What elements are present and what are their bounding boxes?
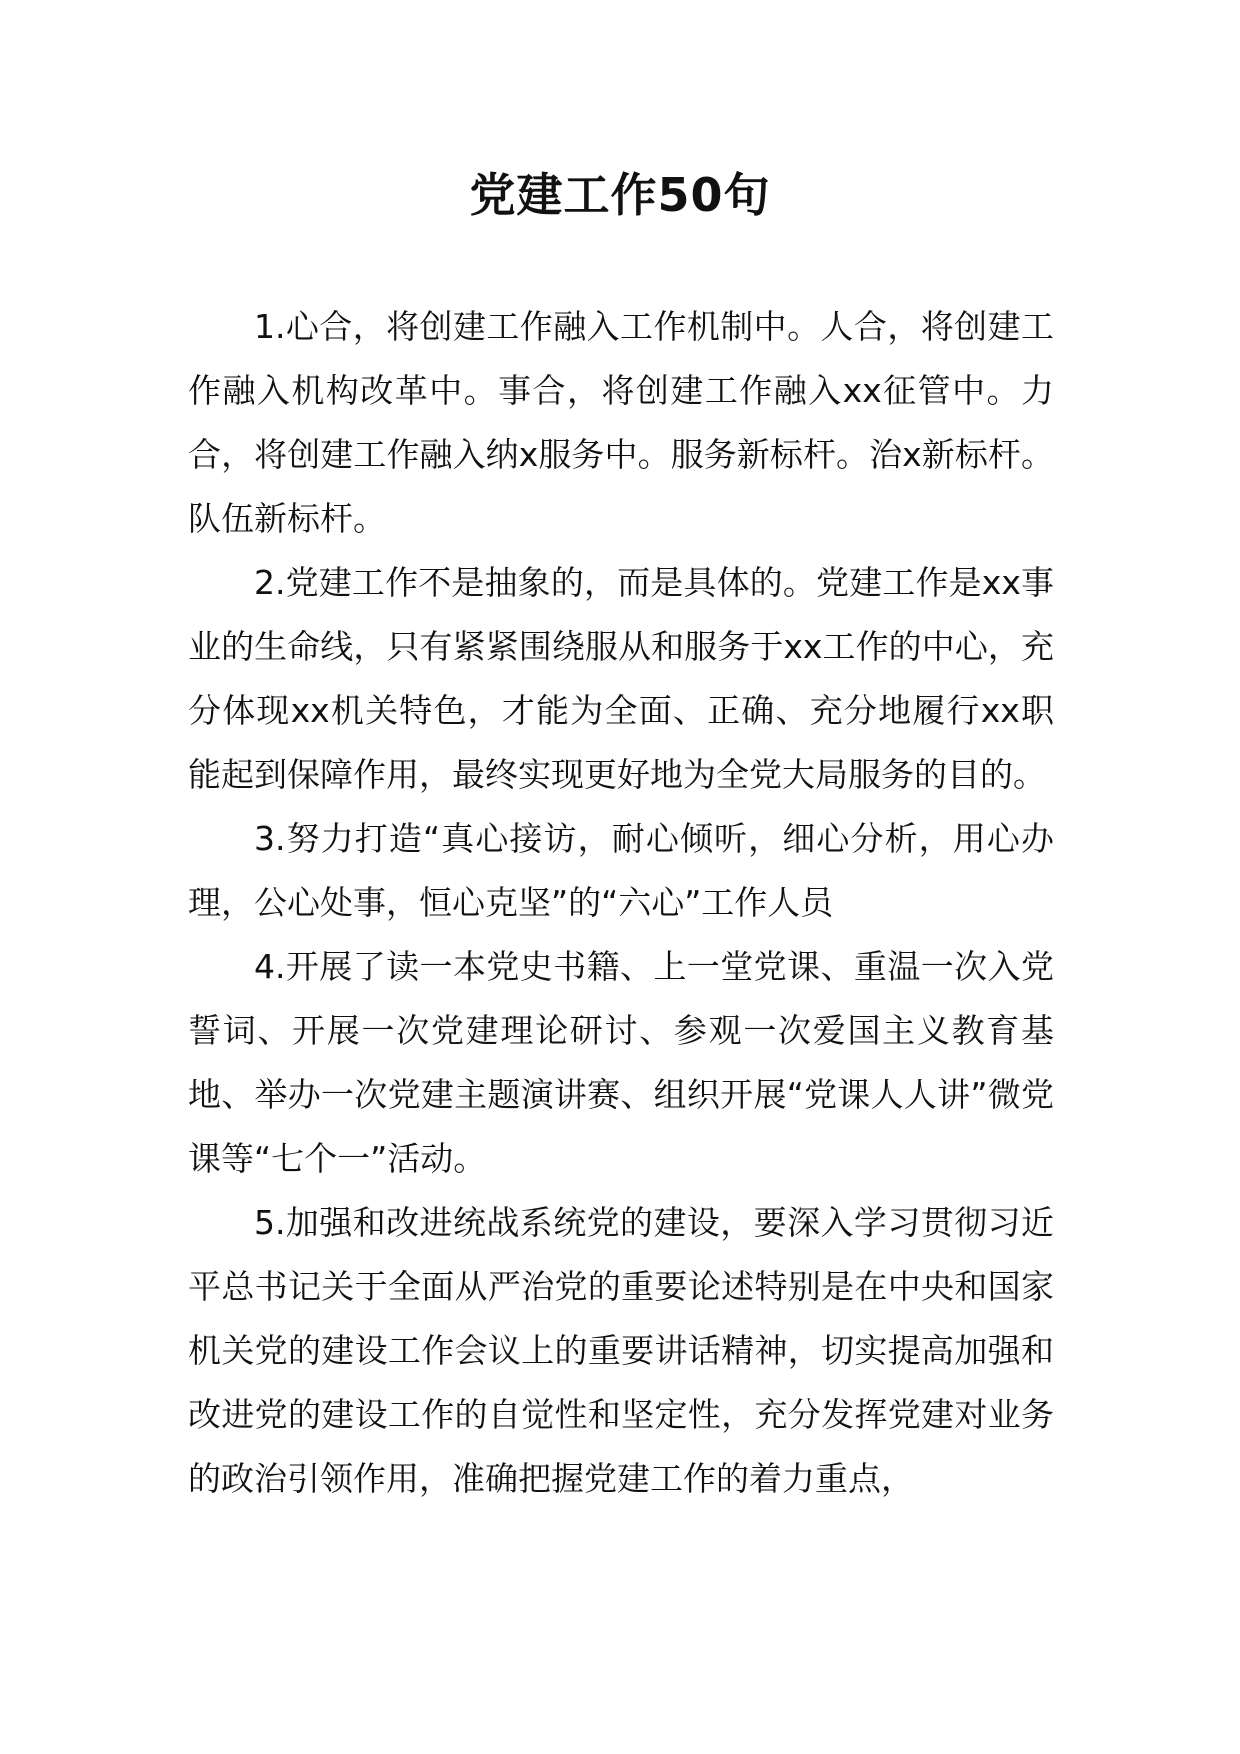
paragraph-4: 4.开展了读一本党史书籍、上一堂党课、重温一次入党誓词、开展一次党建理论研讨、参观一次爱国主义教育基地、举办一次党建主题演讲赛、组织开展“党课人人讲”微党课等“七个一”活动。 [188, 947, 1054, 1178]
document-title: 党建工作50句 [469, 168, 771, 222]
paragraph-2: 2.党建工作不是抽象的，而是具体的。党建工作是xx事业的生命线，只有紧紧围绕服从和服务于xx工作的中心，充分体现xx机关特色，才能为全面、正确、充分地履行xx职能起到保障作用，最终实现更好地为全党大局服务的目的。 [188, 563, 1054, 794]
document-body [188, 295, 1054, 1511]
paragraph-1: 1.心合，将创建工作融入工作机制中。人合，将创建工作融入机构改革中。事合，将创建工作融入xx征管中。力合，将创建工作融入纳x服务中。服务新标杆。治x新标杆。队伍新标杆。 [188, 307, 1054, 538]
paragraph-5: 5.加强和改进统战系统党的建设，要深入学习贯彻习近平总书记关于全面从严治党的重要论述特别是在中央和国家机关党的建设工作会议上的重要讲话精神，切实提高加强和改进党的建设工作的自觉性和坚定性，充分发挥党建对业务的政治引领作用，准确把握党建工作的着力重点， [188, 1203, 1054, 1498]
paragraph-3: 3.努力打造“真心接访，耐心倾听，细心分析，用心办理，公心处事，恒心克坚”的“六心”工作人员 [188, 819, 1054, 922]
